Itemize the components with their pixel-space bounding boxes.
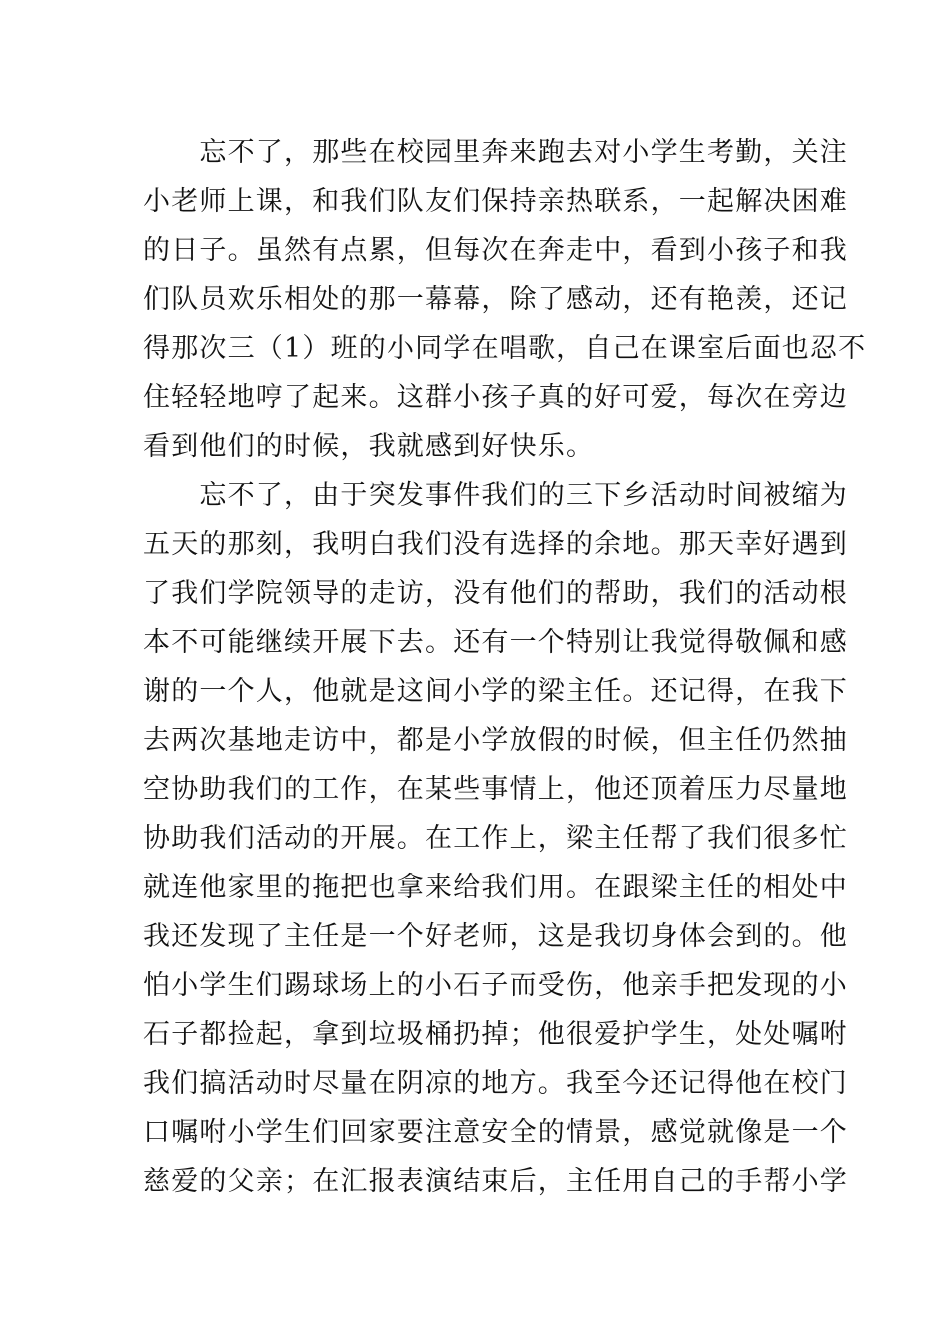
- text-line: 我们搞活动时尽量在阴凉的地方。我至今还记得他在校门: [143, 1068, 848, 1099]
- text-line: 了我们学院领导的走访，没有他们的帮助，我们的活动根: [143, 578, 848, 609]
- text-line: 怕小学生们踢球场上的小石子而受伤，他亲手把发现的小: [143, 970, 848, 1001]
- text-line: 我还发现了主任是一个好老师，这是我切身体会到的。他: [143, 921, 848, 952]
- text-line: 本不可能继续开展下去。还有一个特别让我觉得敬佩和感: [143, 627, 848, 658]
- paragraph-1: [143, 128, 867, 471]
- text-line: 忘不了，那些在校园里奔来跑去对小学生考勤，关注: [143, 137, 848, 168]
- text-line: 的日子。虽然有点累，但每次在奔走中，看到小孩子和我: [143, 235, 848, 266]
- text-line: 空协助我们的工作，在某些事情上，他还顶着压力尽量地: [143, 774, 848, 805]
- text-line: 忘不了，由于突发事件我们的三下乡活动时间被缩为: [143, 480, 848, 511]
- text-line: 看到他们的时候，我就感到好快乐。: [143, 431, 595, 462]
- text-line: 慈爱的父亲；在汇报表演结束后，主任用自己的手帮小学: [143, 1166, 848, 1197]
- text-line: 就连他家里的拖把也拿来给我们用。在跟梁主任的相处中: [143, 872, 848, 903]
- text-line: 得那次三（1）班的小同学在唱歌，自己在课室后面也忍不: [143, 333, 867, 364]
- text-line: 口嘱咐小学生们回家要注意安全的情景，感觉就像是一个: [143, 1117, 848, 1148]
- text-line: 去两次基地走访中，都是小学放假的时候，但主任仍然抽: [143, 725, 848, 756]
- text-line: 谢的一个人，他就是这间小学的梁主任。还记得，在我下: [143, 676, 848, 707]
- paragraph-2: [143, 471, 848, 1206]
- text-line: 五天的那刻，我明白我们没有选择的余地。那天幸好遇到: [143, 529, 848, 560]
- text-line: 小老师上课，和我们队友们保持亲热联系，一起解决困难: [143, 186, 848, 217]
- text-line: 们队员欢乐相处的那一幕幕，除了感动，还有艳羡，还记: [143, 284, 848, 315]
- text-line: 住轻轻地哼了起来。这群小孩子真的好可爱，每次在旁边: [143, 382, 848, 413]
- text-line: 石子都捡起，拿到垃圾桶扔掉；他很爱护学生，处处嘱咐: [143, 1019, 848, 1050]
- text-line: 协助我们活动的开展。在工作上，梁主任帮了我们很多忙: [143, 823, 848, 854]
- document-body: [143, 128, 867, 1206]
